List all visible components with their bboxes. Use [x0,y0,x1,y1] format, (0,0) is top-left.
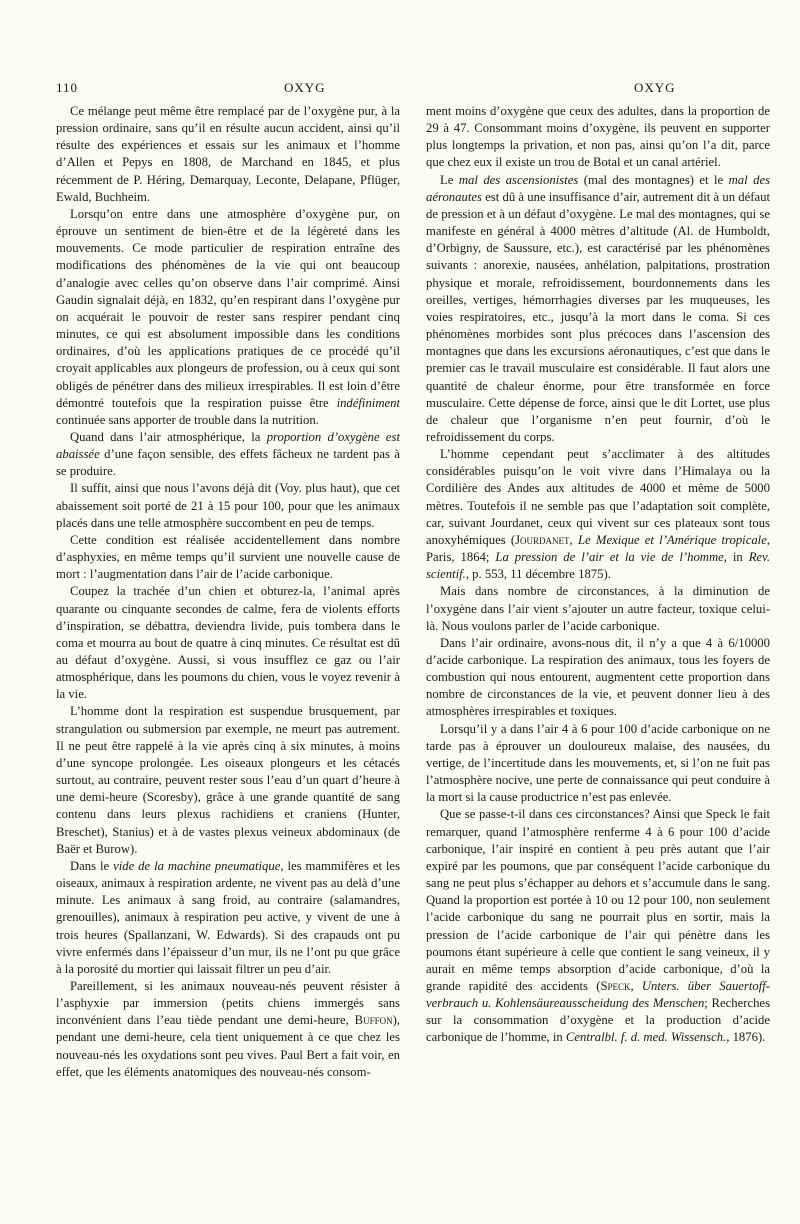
paragraph: Le mal des ascensionistes (mal des montagnes) et le mal des aéronautes est dû à une insuffisance d’air, autrement dit à un défaut de pression et à un défaut d’oxygène. Le mal des montagnes, qui se manifeste en général à 4000 mètres d’altitude (Al. de Humboldt, d’Orbigny, de Saussure, etc.), est caractérisé par les phénomènes suivants : anorexie, nausées, anhélation, palpitations, prostration physique et morale, refroidissement, bourdonnements dans les oreilles, vertiges, hémorrhagies diverses par les muqueuses, les voies respiratoires, etc., jusqu’à la mort dans le coma. Si ces phénomènes morbides sont plus précoces dans l’ascension des montagnes que dans les excursions aéronautiques, c’est que dans le premier cas le travail musculaire est considérable. Il faut alors une quantité de chaleur énorme, pour être transformée en force musculaire. Cette dépense de force, ainsi que le dit Lortet, use plus de chaleur que l’organisme n’en peut fournir, d’où le refroidissement du corps. [426,172,771,444]
paragraph: Quand dans l’air atmosphérique, la proportion d’oxygène est abaissée d’une façon sensible, des effets fâcheux ne tardent pas à se produire. [56,429,400,479]
paragraph: L’homme dont la respiration est suspendue brusquement, par strangulation ou submersion par exemple, ne meurt pas autrement. Il ne peut être rappelé à la vie après cinq à six minutes, à moins d’une syncope prolongée. Les oiseaux plongeurs et les cétacés surtout, au contraire, peuvent rester sous l’eau d’un quart d’heure à une demi-heure (Scoresby), grâce à une grande quantité de sang contenu dans leurs plexus rachidiens et craniens (Hunter, Breschet), Stanius) et à de vastes plexus veineux abdominaux (de Baër et Burow). [56,704,400,856]
paragraph: L’homme cependant peut s’acclimater à des altitudes considérables puisqu’on le voit vivre dans l’Himalaya ou la Cordilière des Andes aux altitudes de 4000 et même de 5000 mètres. Toutefois il ne semble pas que l’adaptation soit complète, car, suivant Jourdanet, ceux qui vivent sur ces plateaux sont tous anoxyhémiques (Jourdanet, Le Mexique et l’Amérique tropicale, Paris, 1864; La pression de l’air et la vie de l’homme, in Rev. scientif., p. 553, 11 décembre 1875). [426,447,771,582]
paragraph: Dans l’air ordinaire, avons-nous dit, il n’y a que 4 à 6/10000 d’acide carbonique. La respiration des animaux, tous les foyers de combustion qui nous entourent, augmentent cette proportion dans nombre de circonstances de la vie, et peuvent donner lieu à des atmosphères irrespirables et toxiques. [426,635,770,719]
running-title-left: OXYG [284,80,326,95]
page-number: 110 [56,80,79,95]
paragraph: Pareillement, si les animaux nouveau-nés peuvent résister à l’asphyxie par immersion (petits chiens immergés sans inconvénient dans l’eau tiède pendant une demi-heure, Buffon), pendant une demi-heure, cela tient uniquement à ce que chez les nouveau-nés les oxydations sont peu vives. Paul Bert a fait voir, en effet, que les éléments anatomiques des nouveau-nés consom- [56,978,401,1079]
left-column [56,103,400,1081]
paragraph: Coupez la trachée d’un chien et obturez-la, l’animal après quarante ou cinquante secondes de calme, fera de violents efforts d’inspiration, se débattra, deviendra livide, puis tombera dans le coma et mourra au bout de quatre à cinq minutes. Ce résultat est dû au défaut d’oxygène. Aussi, si vous insufflez ce gaz ou l’air atmosphérique, dans les poumons du chien, vous le voyez revenir à la vie. [56,584,400,702]
paragraph: Il suffit, ainsi que nous l’avons déjà dit (Voy. plus haut), que cet abaissement soit porté de 21 à 15 pour 100, pour que les animaux placés dans une telle atmosphère succombent en peu de temps. [56,481,400,530]
paragraph: Que se passe-t-il dans ces circonstances? Ainsi que Speck le fait remarquer, quand l’atmosphère renferme 4 à 6 pour 100 d’acide carbonique, l’air inspiré en contient à peu près autant que l’air expiré par les poumons, que par conséquent l’acide carbonique du sang ne peut plus s’échapper au dehors et s’accumule dans le sang. Quand la proportion est portée à 10 ou 12 pour 100, non seulement l’acide carbonique du sang ne pourrait plus en sortir, mais la pression de l’acide carbonique de l’air qui pénètre dans les poumons étant supérieure à celle que contient le sang veineux, il y aurait en même temps absorption d’acide carbonique, d’où la grande rapidité des accidents (Speck, Unters. über Sauertoff-verbrauch u. Kohlensäureausscheidung des Menschen; Recherches sur la consommation d’oxygène et la production d’acide carbonique de l’homme, in Centralbl. f. d. med. Wissensch., 1876). [426,807,771,1045]
paragraph: Ce mélange peut même être remplacé par de l’oxygène pur, à la pression ordinaire, sans qu’il en résulte aucun accident, ainsi qu’il résulte des expériences et essais sur les animaux et l’homme d’Allen et Pepys en 1808, de Marchand en 1845, et plus récemment de P. Héring, Demarquay, Leconte, Delapane, Pflüger, Ewald, Buchheim. [56,104,400,204]
running-head [56,80,762,102]
paragraph: Lorsqu’il y a dans l’air 4 à 6 pour 100 d’acide carbonique on ne tarde pas à éprouver un douloureux malaise, des nausées, du vertige, de l’incertitude dans les mouvements, et, si l’on ne fuit pas l’atmosphère nocive, une perte de connaissance qui peut conduire à la mort si la cause productrice n’est pas enlevée. [426,721,770,805]
paragraph: Dans le vide de la machine pneumatique, les mammifères et les oiseaux, animaux à respiration ardente, ne vivent pas au delà d’une minute. Les animaux à sang froid, au contraire (salamandres, grenouilles), animaux à respiration peu active, y vivent de une à trois heures (Spallanzani, W. Edwards). Si des crapauds ont pu vivre enfermés dans l’épaisseur d’un mur, ils ne l’ont pu que grâce à la porosité du mortier qui laissait filtrer un peu d’air. [56,858,401,976]
running-title-right: OXYG [634,80,676,95]
right-column [426,103,770,1047]
paragraph: ment moins d’oxygène que ceux des adultes, dans la proportion de 29 à 47. Consommant moins d’oxygène, ils peuvent en supporter plus longtemps la privation, et non pas, ainsi qu’on l’a dit, parce que chez eux il existe un trou de Botal et un canal artériel. [426,104,770,170]
paragraph: Mais dans nombre de circonstances, à la diminution de l’oxygène dans l’air vient s’ajouter un autre facteur, toxique celui-là. Nous voulons parler de l’acide carbonique. [426,584,770,633]
paragraph: Lorsqu’on entre dans une atmosphère d’oxygène pur, on éprouve un sentiment de bien-être et de la légèreté dans les mouvements. Ce mode particulier de respiration entraîne des modifications des phénomènes de la vie qui ont beaucoup d’analogie avec celles qu’on observe dans l’air comprimé. Ainsi Gaudin signalait déjà, en 1832, qu’en respirant dans l’oxygène pur on acquérait le pouvoir de rester sans respirer pendant cinq minutes, ce qui est absolument impossible dans les conditions ordinaires, d’où les applications pratiques de ce procédé qu’il croyait applicables aux plongeurs de profession, ou à ceux qui sont obligés de pénétrer dans des milieux irrespirables. Il est loin d’être démontré toutefois que la respiration puisse être indéfiniment continuée sans apporter de trouble dans la nutrition. [56,206,400,427]
paragraph: Cette condition est réalisée accidentellement dans nombre d’asphyxies, en même temps qu’il survient une nouvelle cause de mort : l’augmentation dans l’air de l’acide carbonique. [56,532,400,582]
